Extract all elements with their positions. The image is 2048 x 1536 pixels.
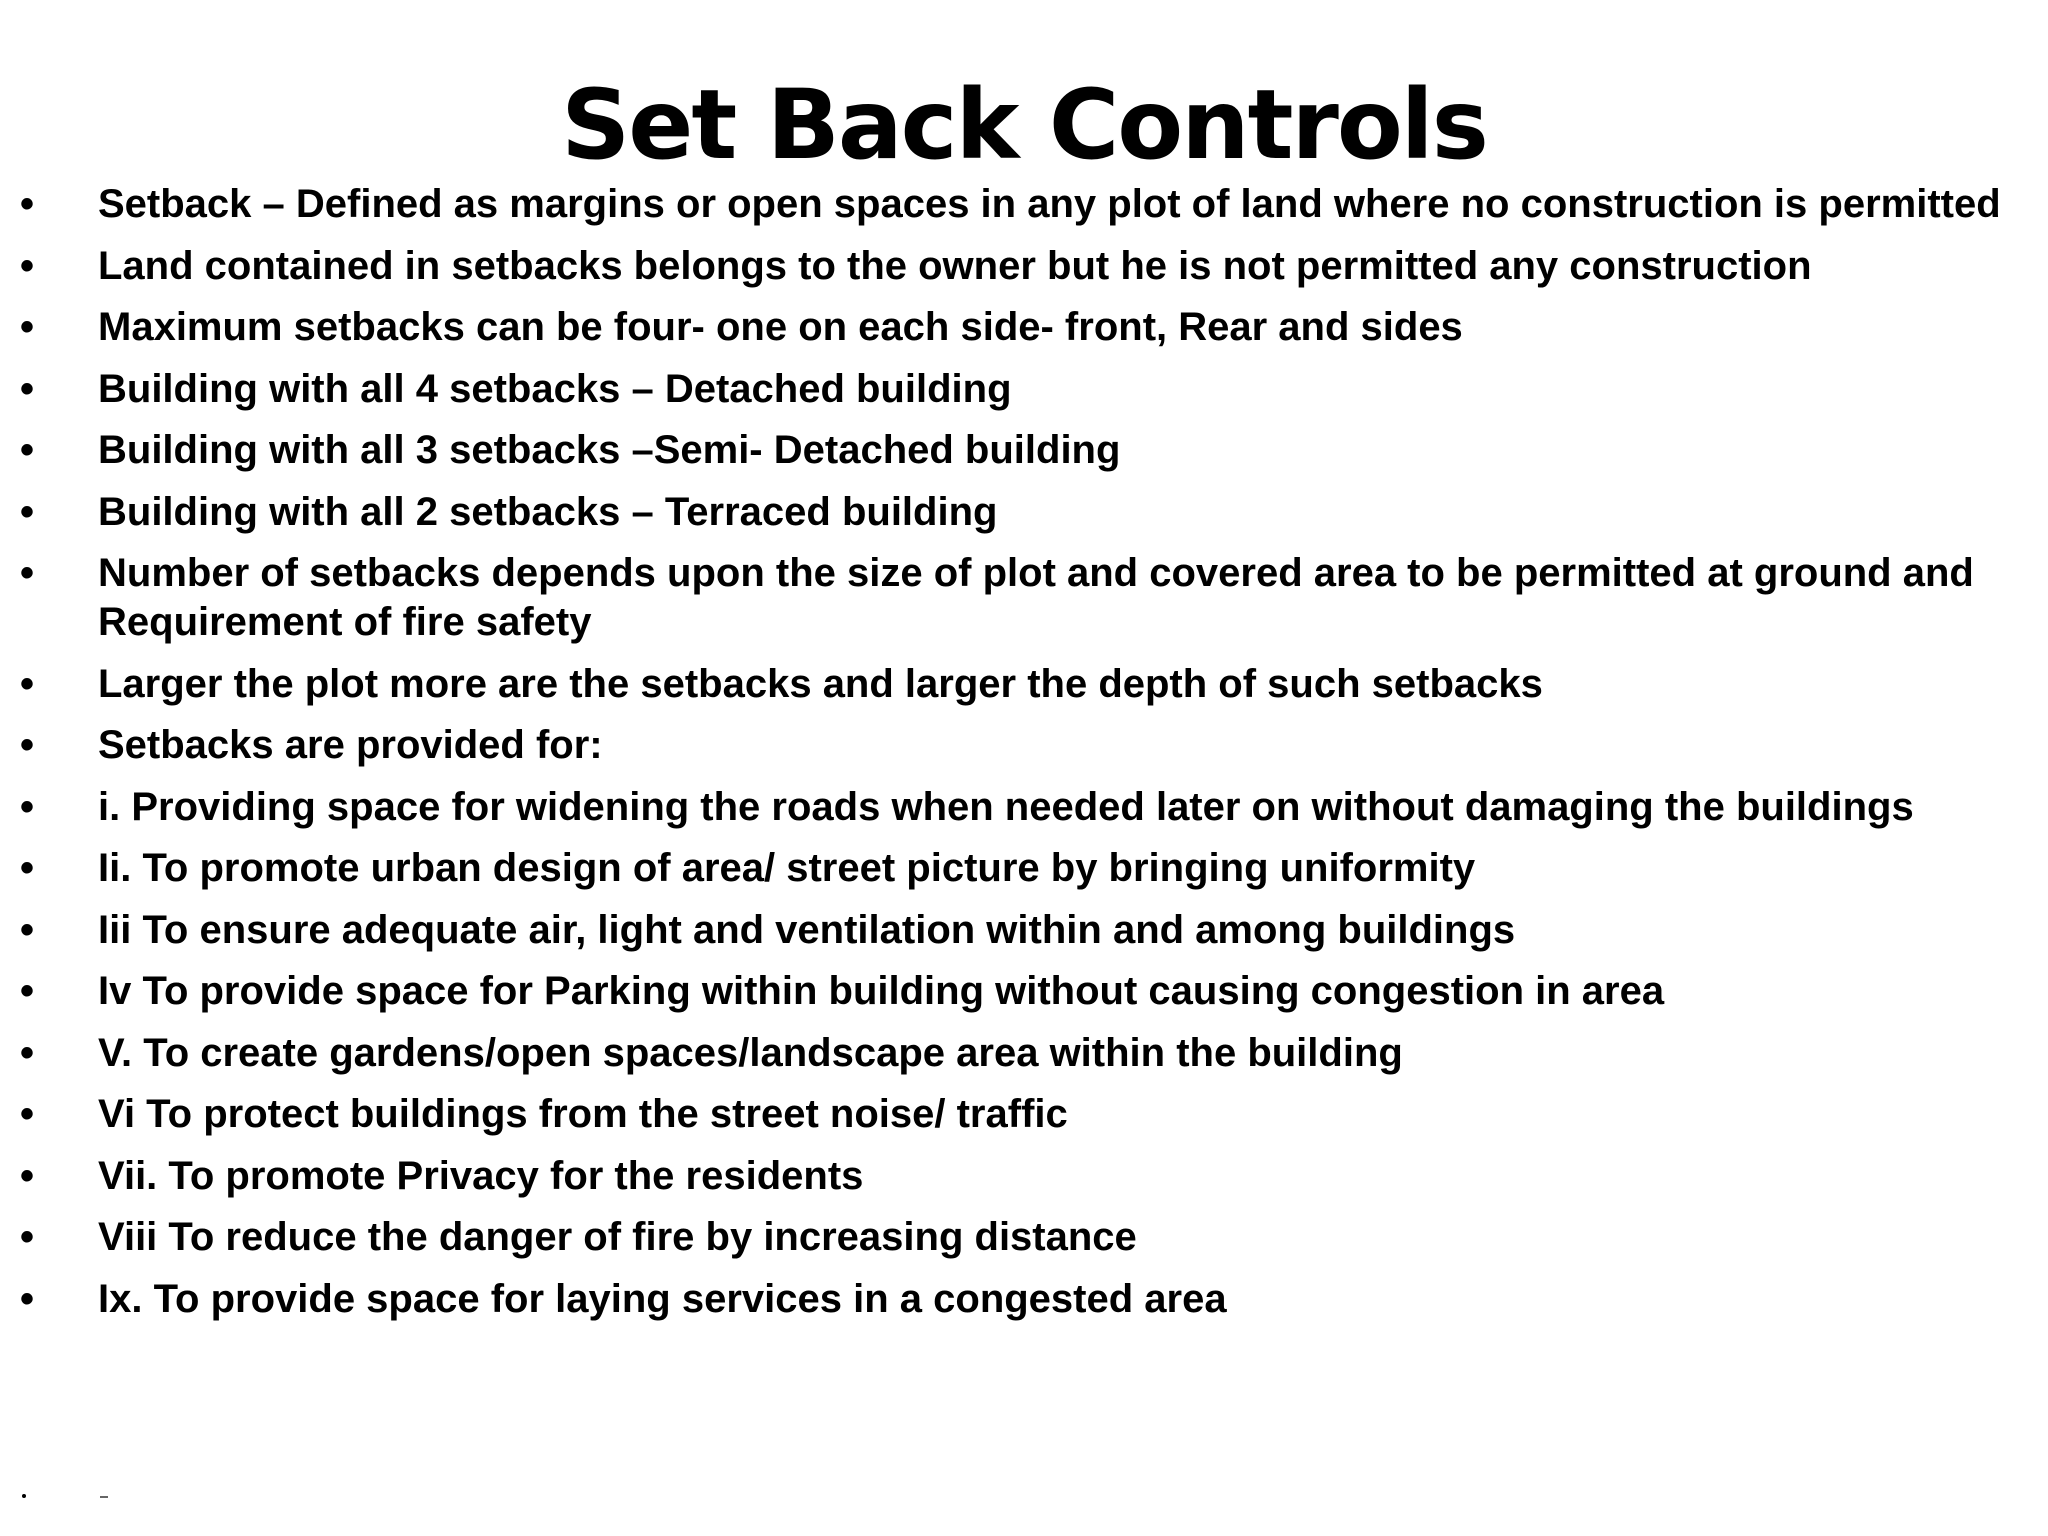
bullet-text: Iii To ensure adequate air, light and ventilation within and among buildings xyxy=(98,907,1516,952)
bullet-text: Viii To reduce the danger of fire by increasing distance xyxy=(98,1215,1137,1259)
list-item xyxy=(0,242,2048,291)
list-item xyxy=(0,1213,2048,1262)
bullet-text: Number of setbacks depends upon the size of plot and covered area to be permitted at ground and Requirement of fire safety xyxy=(98,551,1974,644)
bullet-text: Land contained in setbacks belongs to the owner but he is not permitted any construction xyxy=(98,243,1812,288)
stray-dash-icon xyxy=(100,1496,108,1498)
bullet-text: Setback – Defined as margins or open spaces in any plot of land where no construction is permitted xyxy=(98,182,2001,226)
bullet-icon: • xyxy=(20,1276,35,1321)
list-item xyxy=(0,721,2048,770)
bullet-icon: • xyxy=(20,243,35,288)
stray-dot-icon xyxy=(22,1494,26,1498)
bullet-text: Maximum setbacks can be four- one on each side- front, Rear and sides xyxy=(98,305,1463,349)
bullet-icon: • xyxy=(20,1215,35,1259)
footer-marks xyxy=(0,1488,2048,1508)
bullet-icon: • xyxy=(20,723,35,767)
list-item xyxy=(0,180,2048,229)
bullet-text: Ix. To provide space for laying services in a congested area xyxy=(98,1276,1227,1321)
list-item xyxy=(0,783,2048,832)
bullet-icon: • xyxy=(20,846,35,890)
bullet-text: Ii. To promote urban design of area/ street picture by bringing uniformity xyxy=(98,846,1476,890)
list-item xyxy=(0,660,2048,709)
list-item xyxy=(0,1275,2048,1324)
bullet-text: Setbacks are provided for: xyxy=(98,723,603,767)
list-item xyxy=(0,549,2048,647)
bullet-text: Building with all 3 setbacks –Semi- Detached building xyxy=(98,428,1121,472)
bullet-icon: • xyxy=(20,784,35,829)
bullet-icon: • xyxy=(20,182,35,226)
bullet-text: Vi To protect buildings from the street noise/ traffic xyxy=(98,1092,1068,1136)
list-item xyxy=(0,1152,2048,1201)
bullet-icon: • xyxy=(20,1030,35,1075)
list-item xyxy=(0,426,2048,475)
bullet-text: Vii. To promote Privacy for the residents xyxy=(98,1153,864,1198)
bullet-icon: • xyxy=(20,1153,35,1198)
bullet-icon: • xyxy=(20,366,35,411)
bullet-icon: • xyxy=(20,428,35,472)
bullet-icon: • xyxy=(20,661,35,706)
bullet-list xyxy=(0,180,2048,1336)
bullet-icon: • xyxy=(20,969,35,1013)
list-item xyxy=(0,303,2048,352)
list-item xyxy=(0,844,2048,893)
list-item xyxy=(0,365,2048,414)
bullet-icon: • xyxy=(20,305,35,349)
bullet-icon: • xyxy=(20,1092,35,1136)
bullet-text: i. Providing space for widening the roads when needed later on without damaging the buildings xyxy=(98,784,1914,829)
list-item xyxy=(0,1029,2048,1078)
bullet-text: Larger the plot more are the setbacks and larger the depth of such setbacks xyxy=(98,661,1543,706)
list-item xyxy=(0,967,2048,1016)
bullet-text: Building with all 4 setbacks – Detached building xyxy=(98,366,1012,411)
bullet-icon: • xyxy=(20,907,35,952)
list-item xyxy=(0,488,2048,537)
slide-title: Set Back Controls xyxy=(561,69,1487,181)
bullet-text: V. To create gardens/open spaces/landscape area within the building xyxy=(98,1030,1403,1075)
list-item xyxy=(0,906,2048,955)
bullet-icon: • xyxy=(20,551,35,595)
bullet-icon: • xyxy=(20,489,35,534)
list-item xyxy=(0,1090,2048,1139)
bullet-text: Building with all 2 setbacks – Terraced building xyxy=(98,489,998,534)
bullet-text: Iv To provide space for Parking within building without causing congestion in area xyxy=(98,969,1665,1013)
